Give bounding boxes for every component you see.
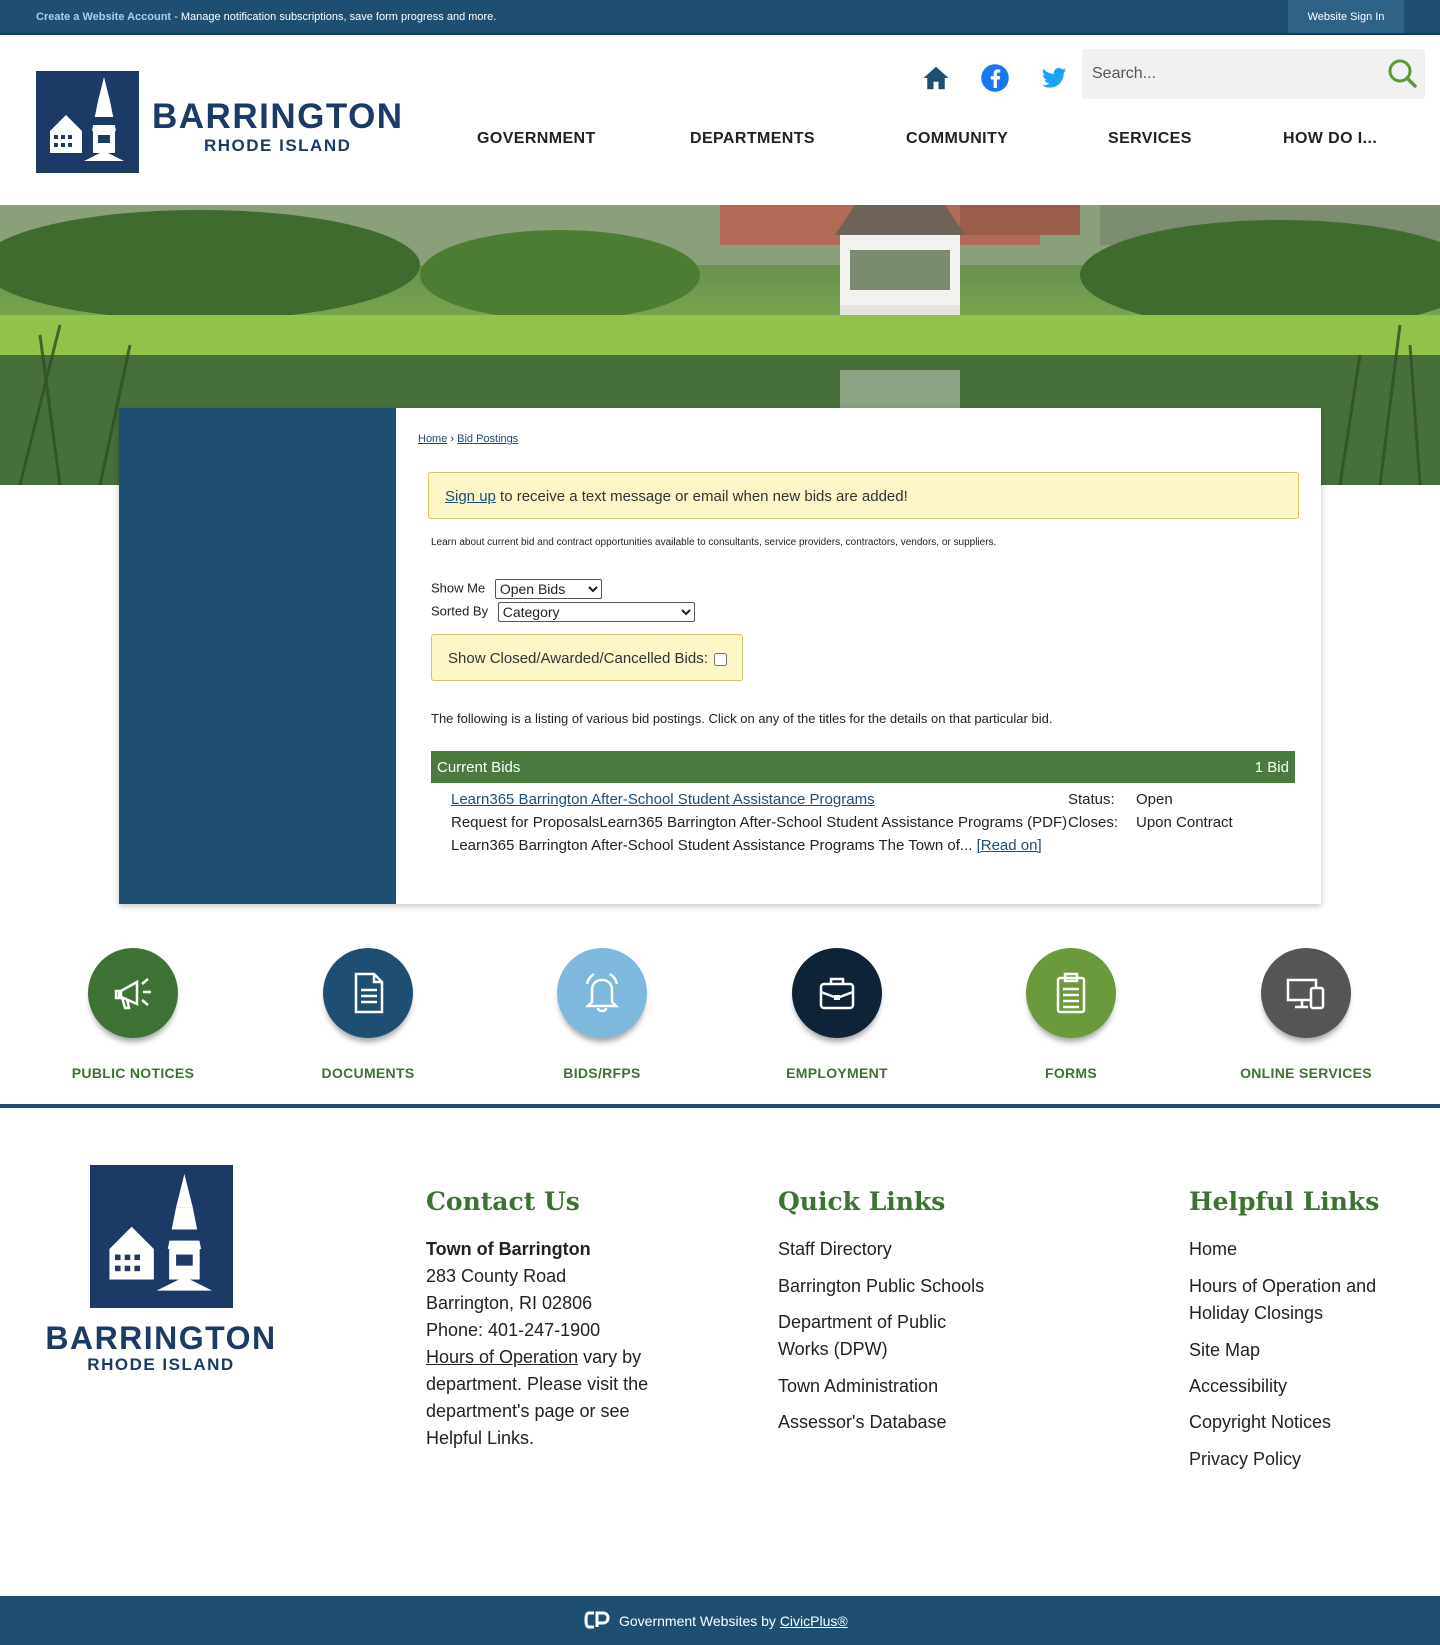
logo-wordmark: BARRINGTON [152, 97, 404, 136]
helpful-link-accessibility[interactable]: Accessibility [1189, 1376, 1288, 1396]
search-input[interactable] [1092, 59, 1372, 89]
breadcrumb [418, 433, 518, 445]
logo-subtitle: RHODE ISLAND [204, 136, 352, 155]
clipboard-icon [1051, 970, 1091, 1016]
site-logo[interactable] [36, 71, 404, 173]
document-icon [348, 970, 388, 1016]
sidebar [119, 408, 396, 904]
quick-link-label: BIDS/RFPS [563, 1065, 641, 1081]
bid-status-value: Open [1136, 791, 1173, 808]
contact-hours-text: vary by department. Please visit the department's page or see Helpful Links. [426, 1347, 649, 1448]
sorted-by-select[interactable] [498, 602, 695, 622]
quick-link-town-administration[interactable]: Town Administration [778, 1376, 939, 1396]
helpful-links-heading: Helpful Links [1189, 1187, 1380, 1216]
footer-logo[interactable] [30, 1165, 292, 1375]
contact-heading: Contact Us [426, 1187, 580, 1216]
quick-link-public-schools[interactable]: Barrington Public Schools [778, 1276, 985, 1296]
contact-org: Town of Barrington [426, 1239, 591, 1259]
quick-link-documents[interactable] [268, 948, 468, 1088]
bid-excerpt-text: Learn365 Barrington After-School Student Assistance Programs The Town of... [451, 837, 973, 854]
bid-excerpt [451, 837, 1042, 854]
bottom-bar [0, 1596, 1440, 1645]
sorted-by-row [431, 602, 695, 622]
quick-link-public-notices[interactable] [33, 948, 233, 1088]
logo-emblem [36, 71, 139, 173]
quick-link-bids-rfps[interactable] [502, 948, 702, 1088]
hours-link[interactable]: Hours of Operation [426, 1347, 579, 1367]
quick-link-label: PUBLIC NOTICES [71, 1065, 195, 1081]
show-me-row [431, 579, 602, 599]
quick-link-assessors-database[interactable]: Assessor's Database [778, 1412, 947, 1432]
quick-link-label: FORMS [1044, 1065, 1098, 1081]
quick-link-label: EMPLOYMENT [786, 1065, 888, 1081]
helpful-link-home[interactable]: Home [1189, 1239, 1238, 1259]
content-panel [119, 408, 1321, 904]
credits [619, 1613, 848, 1629]
helpful-link-hours[interactable]: Hours of Operation and Holiday Closings [1189, 1276, 1377, 1323]
civicplus-icon [584, 1611, 610, 1629]
contact-phone: Phone: 401-247-1900 [426, 1320, 601, 1340]
quick-link-forms[interactable] [971, 948, 1171, 1088]
twitter-icon[interactable] [1039, 63, 1069, 93]
section-divider [0, 1104, 1440, 1108]
top-bar [0, 0, 1440, 35]
current-bids-header [431, 751, 1295, 783]
quick-link-circle [792, 948, 882, 1038]
website-sign-in-button[interactable]: Website Sign In [1288, 0, 1404, 33]
quick-link-circle [1261, 948, 1351, 1038]
nav-how-do-i[interactable]: HOW DO I... [1283, 130, 1378, 147]
account-message [36, 11, 496, 23]
quick-link-online-services[interactable] [1206, 948, 1406, 1088]
current-bids-count: 1 Bid [1254, 759, 1289, 776]
briefcase-icon [817, 970, 857, 1016]
contact-address-2: Barrington, RI 02806 [426, 1293, 593, 1313]
devices-icon [1286, 970, 1326, 1016]
helpful-link-site-map[interactable]: Site Map [1189, 1340, 1261, 1360]
credits-text: Government Websites by [619, 1613, 780, 1629]
breadcrumb-home[interactable]: Home [418, 433, 448, 445]
footer-logo-emblem [90, 1165, 233, 1308]
read-on-link[interactable]: [Read on] [976, 837, 1042, 854]
quick-link-employment[interactable] [737, 948, 937, 1088]
bid-status-label: Status: [1068, 791, 1115, 808]
search-icon[interactable] [1385, 57, 1419, 91]
quick-links-heading: Quick Links [778, 1187, 946, 1216]
signup-text: to receive a text message or email when new bids are added! [495, 488, 908, 505]
bid-closes-label: Closes: [1068, 814, 1119, 831]
search-box [1082, 49, 1425, 99]
account-message-text: - Manage notification subscriptions, save form progress and more. [171, 11, 497, 23]
megaphone-icon [113, 970, 153, 1016]
bell-icon [582, 970, 622, 1016]
footer-logo-subtitle: RHODE ISLAND [87, 1355, 235, 1374]
closed-bids-label: Show Closed/Awarded/Cancelled Bids: [448, 650, 708, 667]
show-me-select[interactable] [495, 579, 602, 599]
contact-info [426, 1236, 661, 1452]
closed-bids-checkbox[interactable] [714, 653, 727, 666]
bid-closes-value: Upon Contract [1136, 814, 1233, 831]
closed-bids-box [431, 634, 743, 681]
quick-link-label: DOCUMENTS [321, 1065, 415, 1081]
intro-text: Learn about current bid and contract opportunities available to consultants, service providers, contractors, vendors, or suppliers. [431, 537, 997, 548]
nav-community[interactable]: COMMUNITY [906, 130, 1009, 147]
show-me-label: Show Me [431, 580, 486, 596]
contact-address-1: 283 County Road [426, 1266, 567, 1286]
nav-departments[interactable]: DEPARTMENTS [690, 130, 815, 147]
quick-link-circle [323, 948, 413, 1038]
signup-link[interactable]: Sign up [445, 488, 496, 505]
quick-link-circle [557, 948, 647, 1038]
current-bids-title: Current Bids [437, 759, 521, 776]
facebook-icon[interactable] [980, 63, 1010, 93]
helpful-link-privacy[interactable]: Privacy Policy [1189, 1449, 1302, 1469]
nav-services[interactable]: SERVICES [1108, 130, 1192, 147]
bid-title-link[interactable]: Learn365 Barrington After-School Student Assistance Programs [451, 791, 875, 808]
breadcrumb-separator: › [447, 433, 458, 445]
breadcrumb-bid-postings[interactable]: Bid Postings [457, 433, 519, 445]
quick-link-circle [88, 948, 178, 1038]
quick-link-dpw[interactable]: Department of Public Works (DPW) [778, 1312, 947, 1359]
home-icon[interactable] [921, 63, 951, 93]
quick-link-circle [1026, 948, 1116, 1038]
nav-government[interactable]: GOVERNMENT [477, 130, 596, 147]
footer-logo-wordmark: BARRINGTON [45, 1320, 277, 1356]
helpful-link-copyright[interactable]: Copyright Notices [1189, 1412, 1332, 1432]
civicplus-link[interactable]: CivicPlus® [779, 1613, 848, 1629]
create-account-link[interactable]: Create a Website Account [36, 11, 172, 23]
site-header [0, 35, 1440, 205]
signup-notice [428, 472, 1299, 519]
listing-text: The following is a listing of various bid postings. Click on any of the titles for the details on that particular bid. [431, 711, 1053, 726]
contact-hours [426, 1344, 661, 1452]
sorted-by-label: Sorted By [431, 603, 489, 619]
quick-link-label: ONLINE SERVICES [1240, 1065, 1372, 1081]
quick-link-staff-directory[interactable]: Staff Directory [778, 1239, 892, 1259]
bid-subtitle: Request for ProposalsLearn365 Barrington After-School Student Assistance Programs (PDF) [451, 814, 1068, 831]
